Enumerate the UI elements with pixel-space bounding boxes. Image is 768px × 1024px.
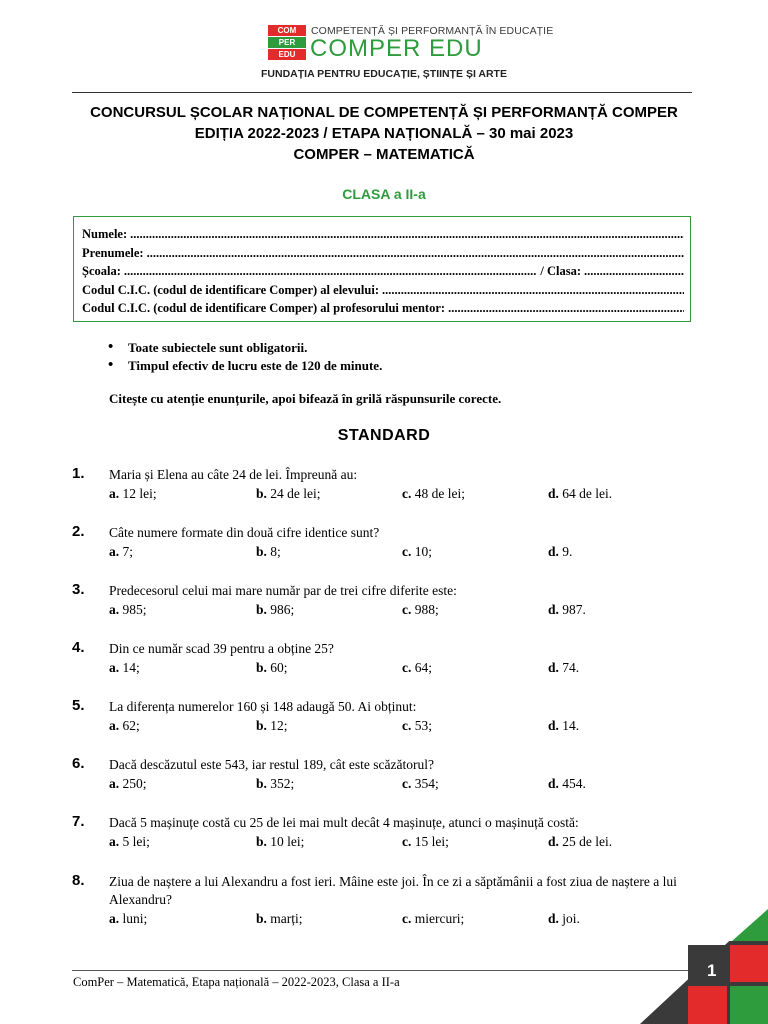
option-value: joi. <box>562 911 580 926</box>
option-value: 7; <box>122 544 134 559</box>
corner-tile-green <box>730 986 768 1024</box>
option-value: 60; <box>270 660 288 675</box>
option-value: 64 de lei. <box>562 486 613 501</box>
question-text: Câte numere formate din două cifre identice sunt? <box>109 525 380 540</box>
option-value: 10; <box>414 544 433 559</box>
question-number: 4. <box>72 639 85 656</box>
option-letter: d. <box>548 911 559 926</box>
option-letter: a. <box>109 834 120 849</box>
option-letter: a. <box>109 602 120 617</box>
answer-option[interactable] <box>548 776 586 792</box>
option-letter: d. <box>548 834 559 849</box>
answer-option[interactable] <box>256 834 304 850</box>
class-title: CLASA a II-a <box>342 186 426 202</box>
corner-tile-red <box>688 986 727 1024</box>
header-divider <box>72 92 692 93</box>
option-value: 14; <box>122 660 140 675</box>
subject-line: COMPER – MATEMATICĂ <box>293 146 475 163</box>
logo-brand-name: COMPER EDU <box>310 35 483 62</box>
question-number: 3. <box>72 581 85 598</box>
answer-option[interactable] <box>109 911 147 927</box>
class-blank[interactable] <box>584 264 684 279</box>
student-code-blank[interactable] <box>382 283 684 298</box>
option-letter: c. <box>402 544 412 559</box>
option-letter: c. <box>402 776 412 791</box>
answer-option[interactable] <box>402 486 465 502</box>
option-value: 9. <box>562 544 573 559</box>
teacher-code-label: Codul C.I.C. (codul de identificare Comper) al profesorului mentor: <box>82 301 446 315</box>
surname-blank[interactable] <box>147 246 684 261</box>
name-label: Numele: <box>82 227 128 241</box>
option-value: 352; <box>270 776 295 791</box>
question-number: 8. <box>72 872 85 889</box>
option-value: 64; <box>414 660 433 675</box>
option-value: 987. <box>562 602 586 617</box>
option-letter: a. <box>109 776 120 791</box>
answer-option[interactable] <box>256 602 294 618</box>
option-letter: c. <box>402 602 412 617</box>
option-letter: c. <box>402 718 412 733</box>
teacher-code-blank[interactable] <box>448 301 684 316</box>
name-field[interactable] <box>82 227 684 246</box>
answer-option[interactable] <box>256 486 321 502</box>
option-letter: c. <box>402 486 412 501</box>
option-letter: b. <box>256 602 267 617</box>
question-text: Predecesorul celui mai mare număr par de trei cifre diferite este: <box>109 583 457 598</box>
answer-option[interactable] <box>256 776 294 792</box>
option-letter: d. <box>548 544 559 559</box>
option-letter: a. <box>109 544 120 559</box>
question-number: 1. <box>72 465 85 482</box>
option-value: marți; <box>270 911 303 926</box>
footer-divider <box>72 970 692 971</box>
student-info-box <box>73 216 691 322</box>
option-letter: b. <box>256 486 267 501</box>
question-text: Maria și Elena au câte 24 de lei. Împreună au: <box>109 467 358 482</box>
option-letter: a. <box>109 911 120 926</box>
school-blank[interactable] <box>124 264 536 279</box>
footer-text: ComPer – Matematică, Etapa națională – 2022-2023, Clasa a II-a <box>73 975 400 989</box>
answer-option[interactable] <box>109 718 140 734</box>
answer-option[interactable] <box>548 718 579 734</box>
option-letter: c. <box>402 834 412 849</box>
option-letter: b. <box>256 718 267 733</box>
answer-option[interactable] <box>402 776 439 792</box>
answer-option[interactable] <box>109 602 147 618</box>
student-code-field[interactable] <box>82 283 684 302</box>
option-value: 74. <box>562 660 580 675</box>
answer-option[interactable] <box>548 660 579 676</box>
logo-tagline: COMPETENȚĂ ȘI PERFORMANȚĂ ÎN EDUCAȚIE <box>311 25 554 37</box>
student-code-label: Codul C.I.C. (codul de identificare Comper) al elevului: <box>82 282 379 297</box>
question-text: Dacă 5 mașinuțe costă cu 25 de lei mai mult decât 4 mașinuțe, atunci o mașinuță costă: <box>109 815 579 830</box>
surname-label: Prenumele: <box>82 245 144 260</box>
corner-tile-red <box>730 945 768 982</box>
answer-option[interactable] <box>402 834 449 850</box>
question-number: 7. <box>72 813 85 830</box>
class-label: / Clasa: <box>540 264 581 278</box>
option-value: 454. <box>562 776 586 791</box>
school-label: Școala: <box>82 264 121 278</box>
option-letter: b. <box>256 776 267 791</box>
option-value: 14. <box>562 718 580 733</box>
option-value: 24 de lei; <box>270 486 321 501</box>
answer-option[interactable] <box>256 718 288 734</box>
question-number: 2. <box>72 523 85 540</box>
answer-option[interactable] <box>109 544 133 560</box>
question-text: La diferența numerelor 160 și 148 adaugă 50. Ai obținut: <box>109 699 417 714</box>
option-value: 354; <box>414 776 439 791</box>
option-letter: b. <box>256 834 267 849</box>
teacher-code-field[interactable] <box>82 301 684 320</box>
name-blank[interactable] <box>130 227 684 242</box>
answer-option[interactable] <box>109 834 150 850</box>
option-letter: d. <box>548 602 559 617</box>
answer-option[interactable] <box>402 718 432 734</box>
option-value: 5 lei; <box>122 834 150 849</box>
rule-item: • Timpul efectiv de lucru este de 120 de minute. <box>108 358 382 376</box>
answer-option[interactable] <box>402 660 432 676</box>
logo-letter: COM <box>268 25 306 36</box>
option-value: 985; <box>122 602 147 617</box>
section-title: STANDARD <box>337 427 431 444</box>
answer-option[interactable] <box>109 660 140 676</box>
option-value: 48 de lei; <box>414 486 465 501</box>
answer-option[interactable] <box>109 776 147 792</box>
answer-option[interactable] <box>402 911 464 927</box>
answer-option[interactable] <box>402 602 439 618</box>
option-letter: a. <box>109 718 120 733</box>
option-letter: c. <box>402 911 412 926</box>
question-text: Din ce număr scad 39 pentru a obține 25? <box>109 641 334 656</box>
answer-option[interactable] <box>256 544 281 560</box>
rules-list <box>108 340 382 376</box>
option-value: miercuri; <box>414 911 465 926</box>
option-letter: a. <box>109 486 120 501</box>
option-letter: b. <box>256 660 267 675</box>
option-letter: a. <box>109 660 120 675</box>
rule-item: • Toate subiectele sunt obligatorii. <box>108 340 382 358</box>
edition-line: EDIȚIA 2022-2023 / ETAPA NAȚIONALĂ – 30 mai 2023 <box>194 125 574 142</box>
answer-option[interactable] <box>109 486 157 502</box>
contest-title: CONCURSUL ȘCOLAR NAȚIONAL DE COMPETENȚĂ ȘI PERFORMANȚĂ COMPER <box>90 104 678 121</box>
option-value: 15 lei; <box>414 834 449 849</box>
option-letter: d. <box>548 660 559 675</box>
surname-field[interactable] <box>82 246 684 265</box>
option-letter: d. <box>548 486 559 501</box>
answer-option[interactable] <box>548 486 612 502</box>
question-text: Ziua de naștere a lui Alexandru a fost ieri. Mâine este joi. În ce zi a săptămânii a fost ziua de naștere a lui Alexandru? <box>109 874 677 907</box>
option-letter: b. <box>256 911 267 926</box>
option-value: 53; <box>414 718 433 733</box>
answer-option[interactable] <box>256 660 288 676</box>
question-number: 6. <box>72 755 85 772</box>
school-field[interactable] <box>82 264 684 283</box>
page-number: 1 <box>707 961 717 980</box>
answer-option[interactable] <box>548 911 580 927</box>
option-value: 12 lei; <box>122 486 157 501</box>
option-value: 8; <box>270 544 281 559</box>
reading-instruction: Citește cu atenție enunțurile, apoi bifează în grilă răspunsurile corecte. <box>109 391 502 406</box>
logo-letter: PER <box>268 37 306 48</box>
foundation-name: FUNDAȚIA PENTRU EDUCAȚIE, ȘTIINȚE ȘI ARTE <box>261 68 507 80</box>
option-value: 62; <box>122 718 140 733</box>
option-letter: b. <box>256 544 267 559</box>
answer-option[interactable] <box>402 544 432 560</box>
comper-logo <box>268 25 307 61</box>
option-value: 988; <box>414 602 439 617</box>
option-letter: d. <box>548 718 559 733</box>
option-letter: c. <box>402 660 412 675</box>
option-letter: d. <box>548 776 559 791</box>
option-value: 986; <box>270 602 295 617</box>
option-value: 25 de lei. <box>562 834 613 849</box>
option-value: luni; <box>122 911 148 926</box>
answer-option[interactable] <box>548 544 572 560</box>
option-value: 10 lei; <box>270 834 305 849</box>
answer-option[interactable] <box>256 911 303 927</box>
corner-decoration <box>640 905 768 1024</box>
answer-option[interactable] <box>548 602 586 618</box>
question-text: Dacă descăzutul este 543, iar restul 189, cât este scăzătorul? <box>109 757 434 772</box>
option-value: 250; <box>122 776 147 791</box>
logo-letter: EDU <box>268 49 306 60</box>
answer-option[interactable] <box>548 834 612 850</box>
question-number: 5. <box>72 697 85 714</box>
option-value: 12; <box>270 718 288 733</box>
